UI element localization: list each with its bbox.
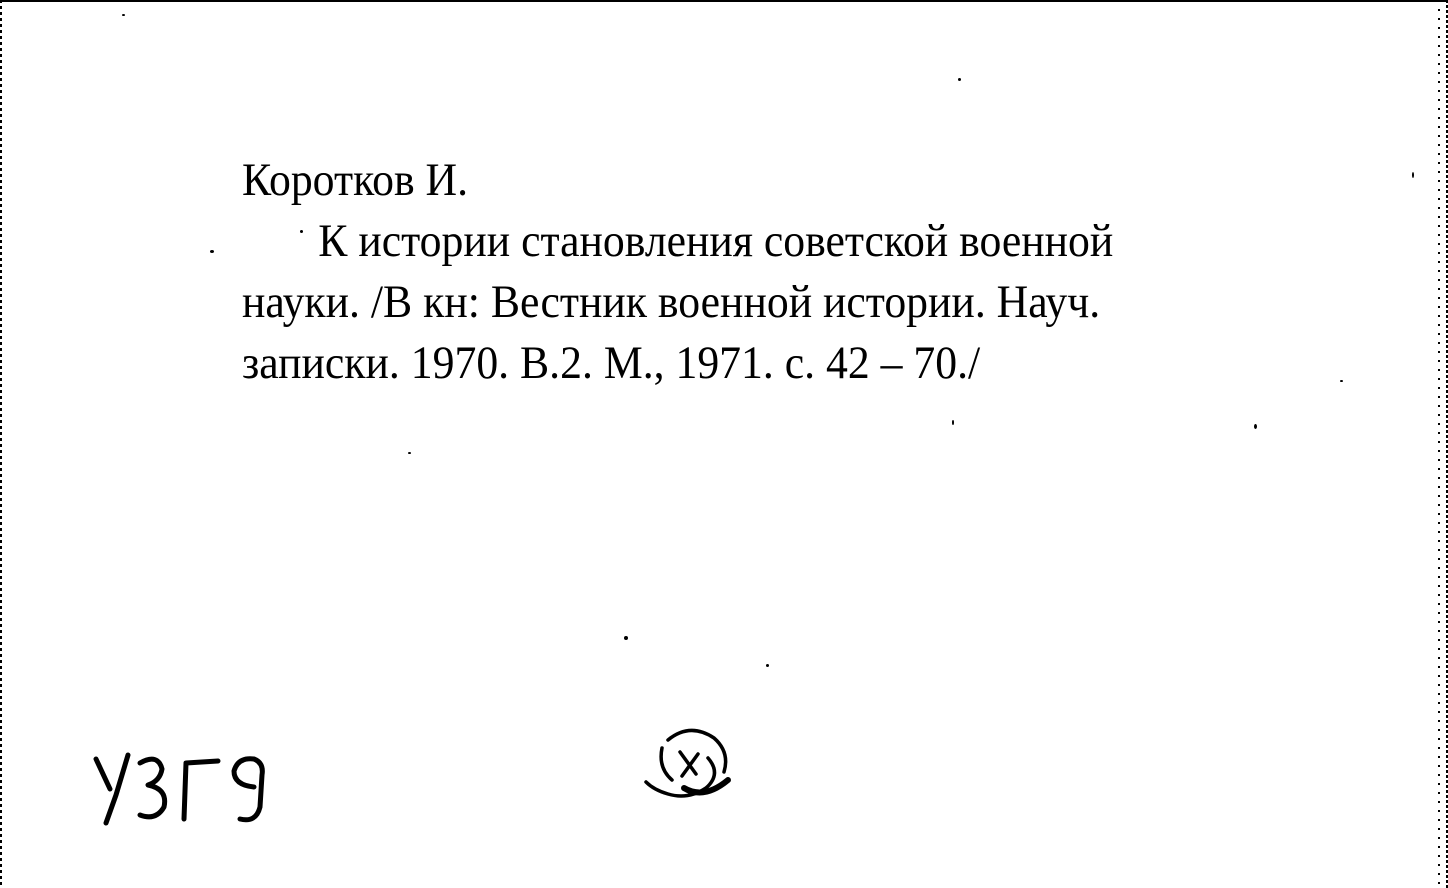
scan-speck: [766, 664, 769, 667]
scan-speck: [300, 230, 303, 233]
scan-speck: [952, 420, 954, 425]
title-line-2: науки. /В кн: Вестник военной истории. Науч.: [242, 276, 1101, 328]
title-line-1: К истории становления советской военной: [318, 215, 1114, 267]
bibliographic-entry: [242, 150, 1191, 394]
scan-speck: [408, 452, 411, 454]
handwritten-shelf-mark: [88, 745, 288, 835]
scan-speck: [624, 636, 628, 640]
scan-speck: [210, 250, 214, 253]
scan-speck: [1254, 424, 1257, 429]
scan-speck: [1340, 380, 1343, 382]
card-left-border: [0, 0, 2, 888]
scan-speck: [1412, 172, 1414, 178]
author-name: Коротков И.: [242, 154, 469, 206]
card-top-border: [0, 0, 1448, 2]
scan-speck: [958, 78, 961, 81]
card-right-inner-border: [1438, 0, 1440, 888]
title-line-3: записки. 1970. В.2. М., 1971. с. 42 – 70./: [242, 337, 981, 389]
library-stamp-icon: [638, 718, 748, 808]
scan-speck: [122, 14, 125, 16]
